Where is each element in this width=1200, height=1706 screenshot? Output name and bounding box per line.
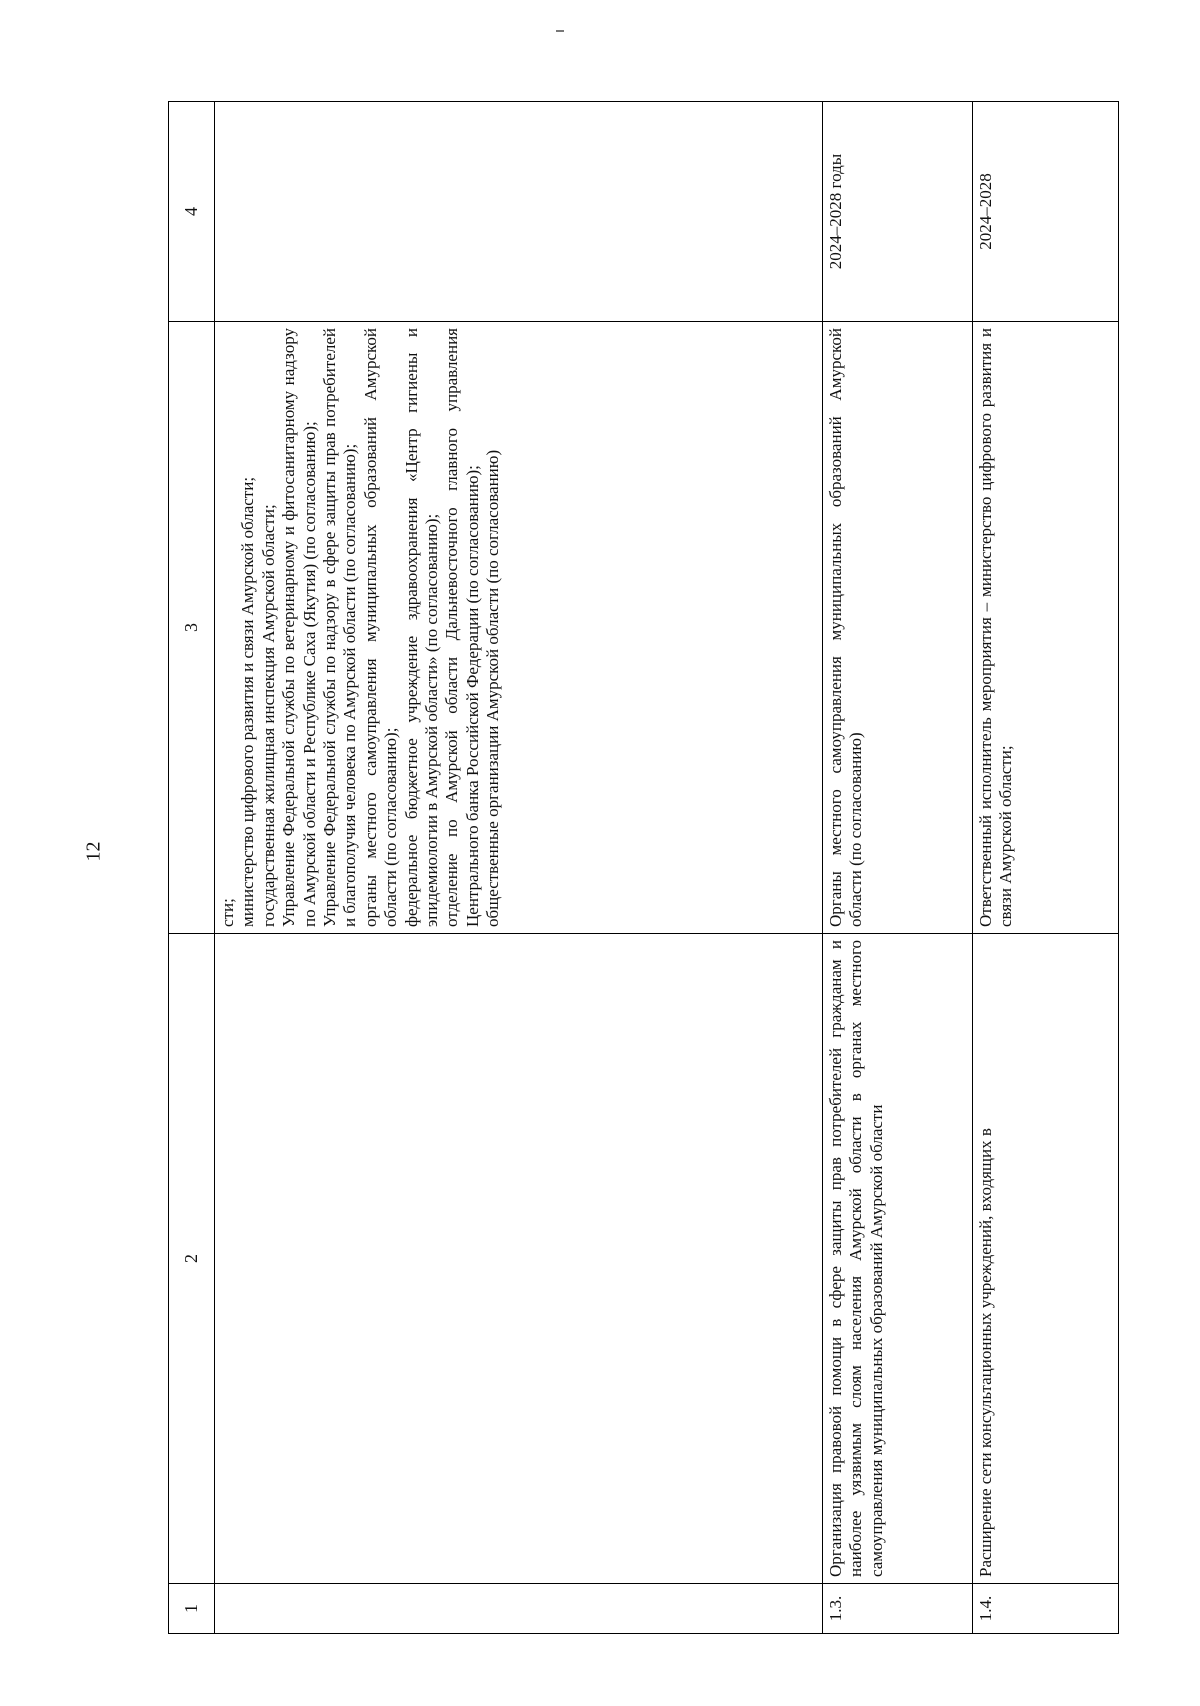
rotated-table-page (168, 102, 1118, 1634)
header-col-3: 3 (169, 322, 215, 934)
measure-name (215, 934, 823, 1584)
row-number: 1.3. (823, 1584, 973, 1634)
executors-cell: Ответственный исполнитель мероприятия – министерство цифрового развития и связи Амурской области; (973, 322, 1119, 934)
measure-name: Расширение сети консультационных учреждений, входящих в (973, 934, 1119, 1584)
years-cell (215, 102, 823, 322)
header-col-4: 4 (169, 102, 215, 322)
table-row (215, 102, 823, 1634)
executors-cell: сти; министерство цифрового развития и связи Амурской области; государственная жилищная инспекция Амурской области; Управление Федеральной службы по ветеринарному и фитосанитарному надзору по Амурской области и Республике Саха (Якутия) (по согласованию); Управление Федеральной службы по надзору в сфере защиты прав потребителей и благополучия человека по Амурской области (по согласованию); органы местного самоуправления муниципальных образований Амурской области (по согласованию); федеральное бюджетное учреждение здравоохранения «Центр гигиены и эпидемиологии в Амурской области» (по согласованию); отделение по Амурской области Дальневосточного главного управления Центрального банка Российской Федерации (по согласованию); общественные организации Амурской области (по согласованию) (215, 322, 823, 934)
years-cell: 2024–2028 (973, 102, 1119, 322)
header-col-2: 2 (169, 934, 215, 1584)
header-row (169, 102, 215, 1634)
row-number (215, 1584, 823, 1634)
page-number: 12 (82, 841, 105, 862)
header-col-1: 1 (169, 1584, 215, 1634)
row-number: 1.4. (973, 1584, 1119, 1634)
measures-table (168, 101, 1119, 1634)
table-row (973, 102, 1119, 1634)
table-row (823, 102, 973, 1634)
executors-cell: Органы местного самоуправления муниципальных образований Амурской области (по согласованию) (823, 322, 973, 934)
scan-mark (556, 30, 564, 32)
measure-name: Организация правовой помощи в сфере защиты прав потребителей гражданам и наиболее уязвимым слоям населения Амурской области в органах местного самоуправления муниципальных образований Амурской области (823, 934, 973, 1584)
years-cell: 2024–2028 годы (823, 102, 973, 322)
